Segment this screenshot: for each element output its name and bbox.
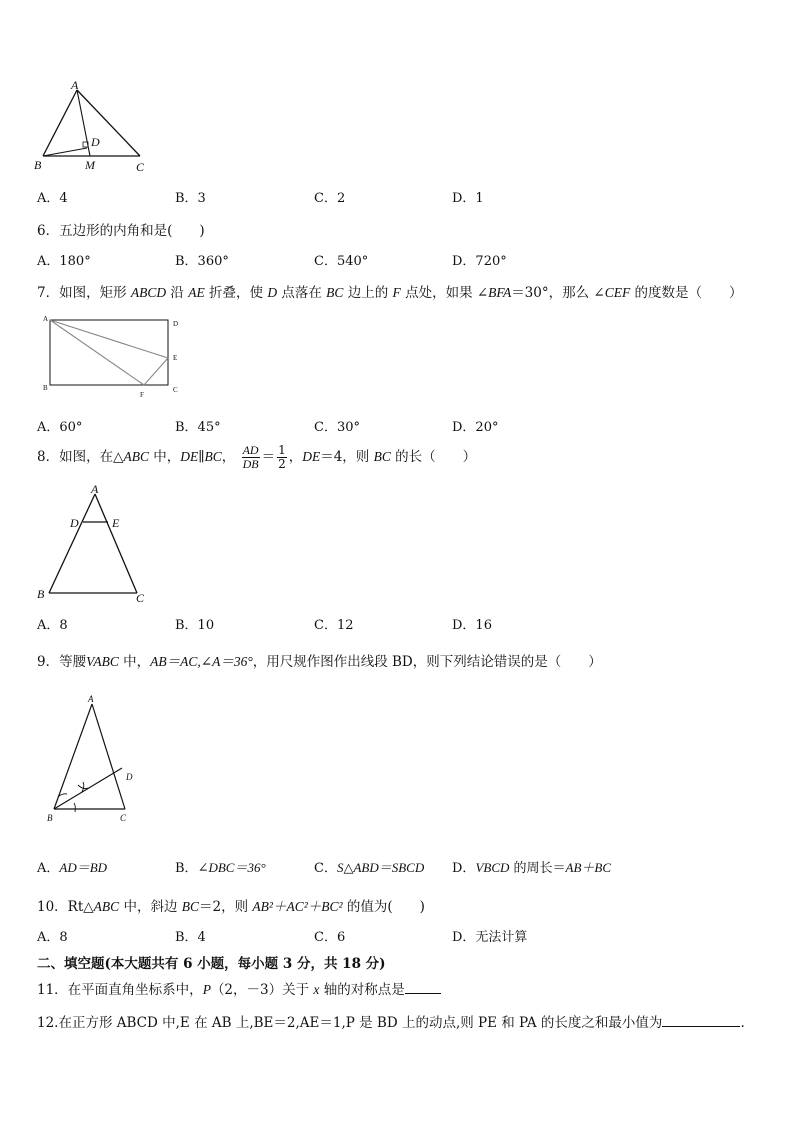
ratio-fraction: $\frac{AD}{DB}$	[242, 443, 259, 471]
q12-stem: 12.在正方形 ABCD 中,E 在 AB 上,BE＝2,AE＝1,P 是 BD 上的动点,则 PE 和 PA 的长度之和最小值为 .	[37, 1015, 745, 1031]
label-F: F	[140, 391, 144, 399]
figure-q9-triangle	[40, 690, 150, 830]
q10-stem: 10．Rt△ABC 中，斜边 BC＝2，则 AB²＋AC²＋BC² 的值为( )	[37, 899, 425, 915]
q8-option-c: C．12	[314, 618, 354, 633]
q10-option-d: D．无法计算	[452, 930, 528, 945]
q7-stem: 7．如图，矩形 ABCD 沿 AE 折叠，使 D 点落在 BC 边上的 F 点处，如果 ∠BFA＝30°，那么 ∠CEF 的度数是（ ）	[37, 285, 743, 301]
q9-stem: 9．等腰VABC 中，AB＝AC,∠A＝36°，用尺规作图作出线段 BD，则下列结论错误的是（ ）	[37, 654, 602, 670]
q5-option-c: C．2	[314, 191, 346, 206]
q11-stem: 11．在平面直角坐标系中，P（2，－3）关于 x 轴的对称点是	[37, 978, 441, 998]
label-B: B	[37, 587, 45, 601]
label-C: C	[120, 813, 127, 823]
label-A: A	[43, 315, 49, 323]
answer-blank	[662, 1026, 740, 1027]
q6-option-c: C．540°	[314, 254, 369, 269]
q7-option-b: B．45°	[175, 420, 221, 435]
q10-option-a: A．8	[37, 930, 68, 945]
label-D: D	[91, 135, 100, 149]
q7-option-d: D．20°	[452, 420, 499, 435]
label-B: B	[34, 158, 42, 172]
label-A: A	[91, 482, 99, 496]
q6-option-a: A．180°	[37, 254, 91, 269]
half-fraction: $\frac{1}{2}$	[278, 443, 286, 471]
q7-option-a: A．60°	[37, 420, 83, 435]
label-C: C	[136, 591, 145, 605]
q6-option-b: B．360°	[175, 254, 229, 269]
section-heading: 二、填空题(本大题共有 6 小题，每小题 3 分，共 18 分)	[37, 956, 386, 972]
label-M: M	[85, 158, 95, 172]
q5-option-a: A．4	[37, 191, 68, 206]
q5-option-b: B．3	[175, 191, 206, 206]
label-D: D	[173, 320, 179, 328]
label-D: D	[70, 516, 79, 530]
q9-option-b: B．∠DBC＝36°	[175, 860, 266, 876]
label-A: A	[88, 694, 94, 704]
q10-option-c: C．6	[314, 930, 346, 945]
label-E: E	[173, 354, 178, 362]
q8-stem: 8．如图，在△ABC 中，DE∥BC， $\frac{AD}{DB}$ ＝ $\frac{1}{2}$ ，DE＝4，则 BC 的长（ ）	[37, 443, 477, 471]
answer-blank	[405, 993, 441, 994]
label-B: B	[43, 384, 48, 392]
q9-option-c: C．S△ABD＝SBCD	[314, 860, 425, 876]
q6-option-d: D．720°	[452, 254, 507, 269]
q8-option-a: A．8	[37, 618, 68, 633]
figure-q5-triangle	[30, 78, 160, 178]
q10-option-b: B．4	[175, 930, 206, 945]
label-B: B	[47, 813, 53, 823]
label-C: C	[173, 386, 178, 394]
label-E: E	[112, 516, 120, 530]
label-A: A	[71, 78, 79, 92]
q8-option-b: B．10	[175, 618, 215, 633]
figure-q8-triangle	[32, 482, 162, 607]
label-C: C	[136, 160, 145, 174]
q7-option-c: C．30°	[314, 420, 360, 435]
label-D: D	[126, 772, 133, 782]
q6-stem: 6．五边形的内角和是( )	[37, 223, 205, 239]
figure-q7-rectangle	[38, 312, 188, 402]
q8-option-d: D．16	[452, 618, 492, 633]
q5-option-d: D．1	[452, 191, 484, 206]
q9-option-a: A．AD＝BD	[37, 860, 108, 876]
q9-option-d: D．VBCD 的周长＝AB＋BC	[452, 860, 612, 876]
